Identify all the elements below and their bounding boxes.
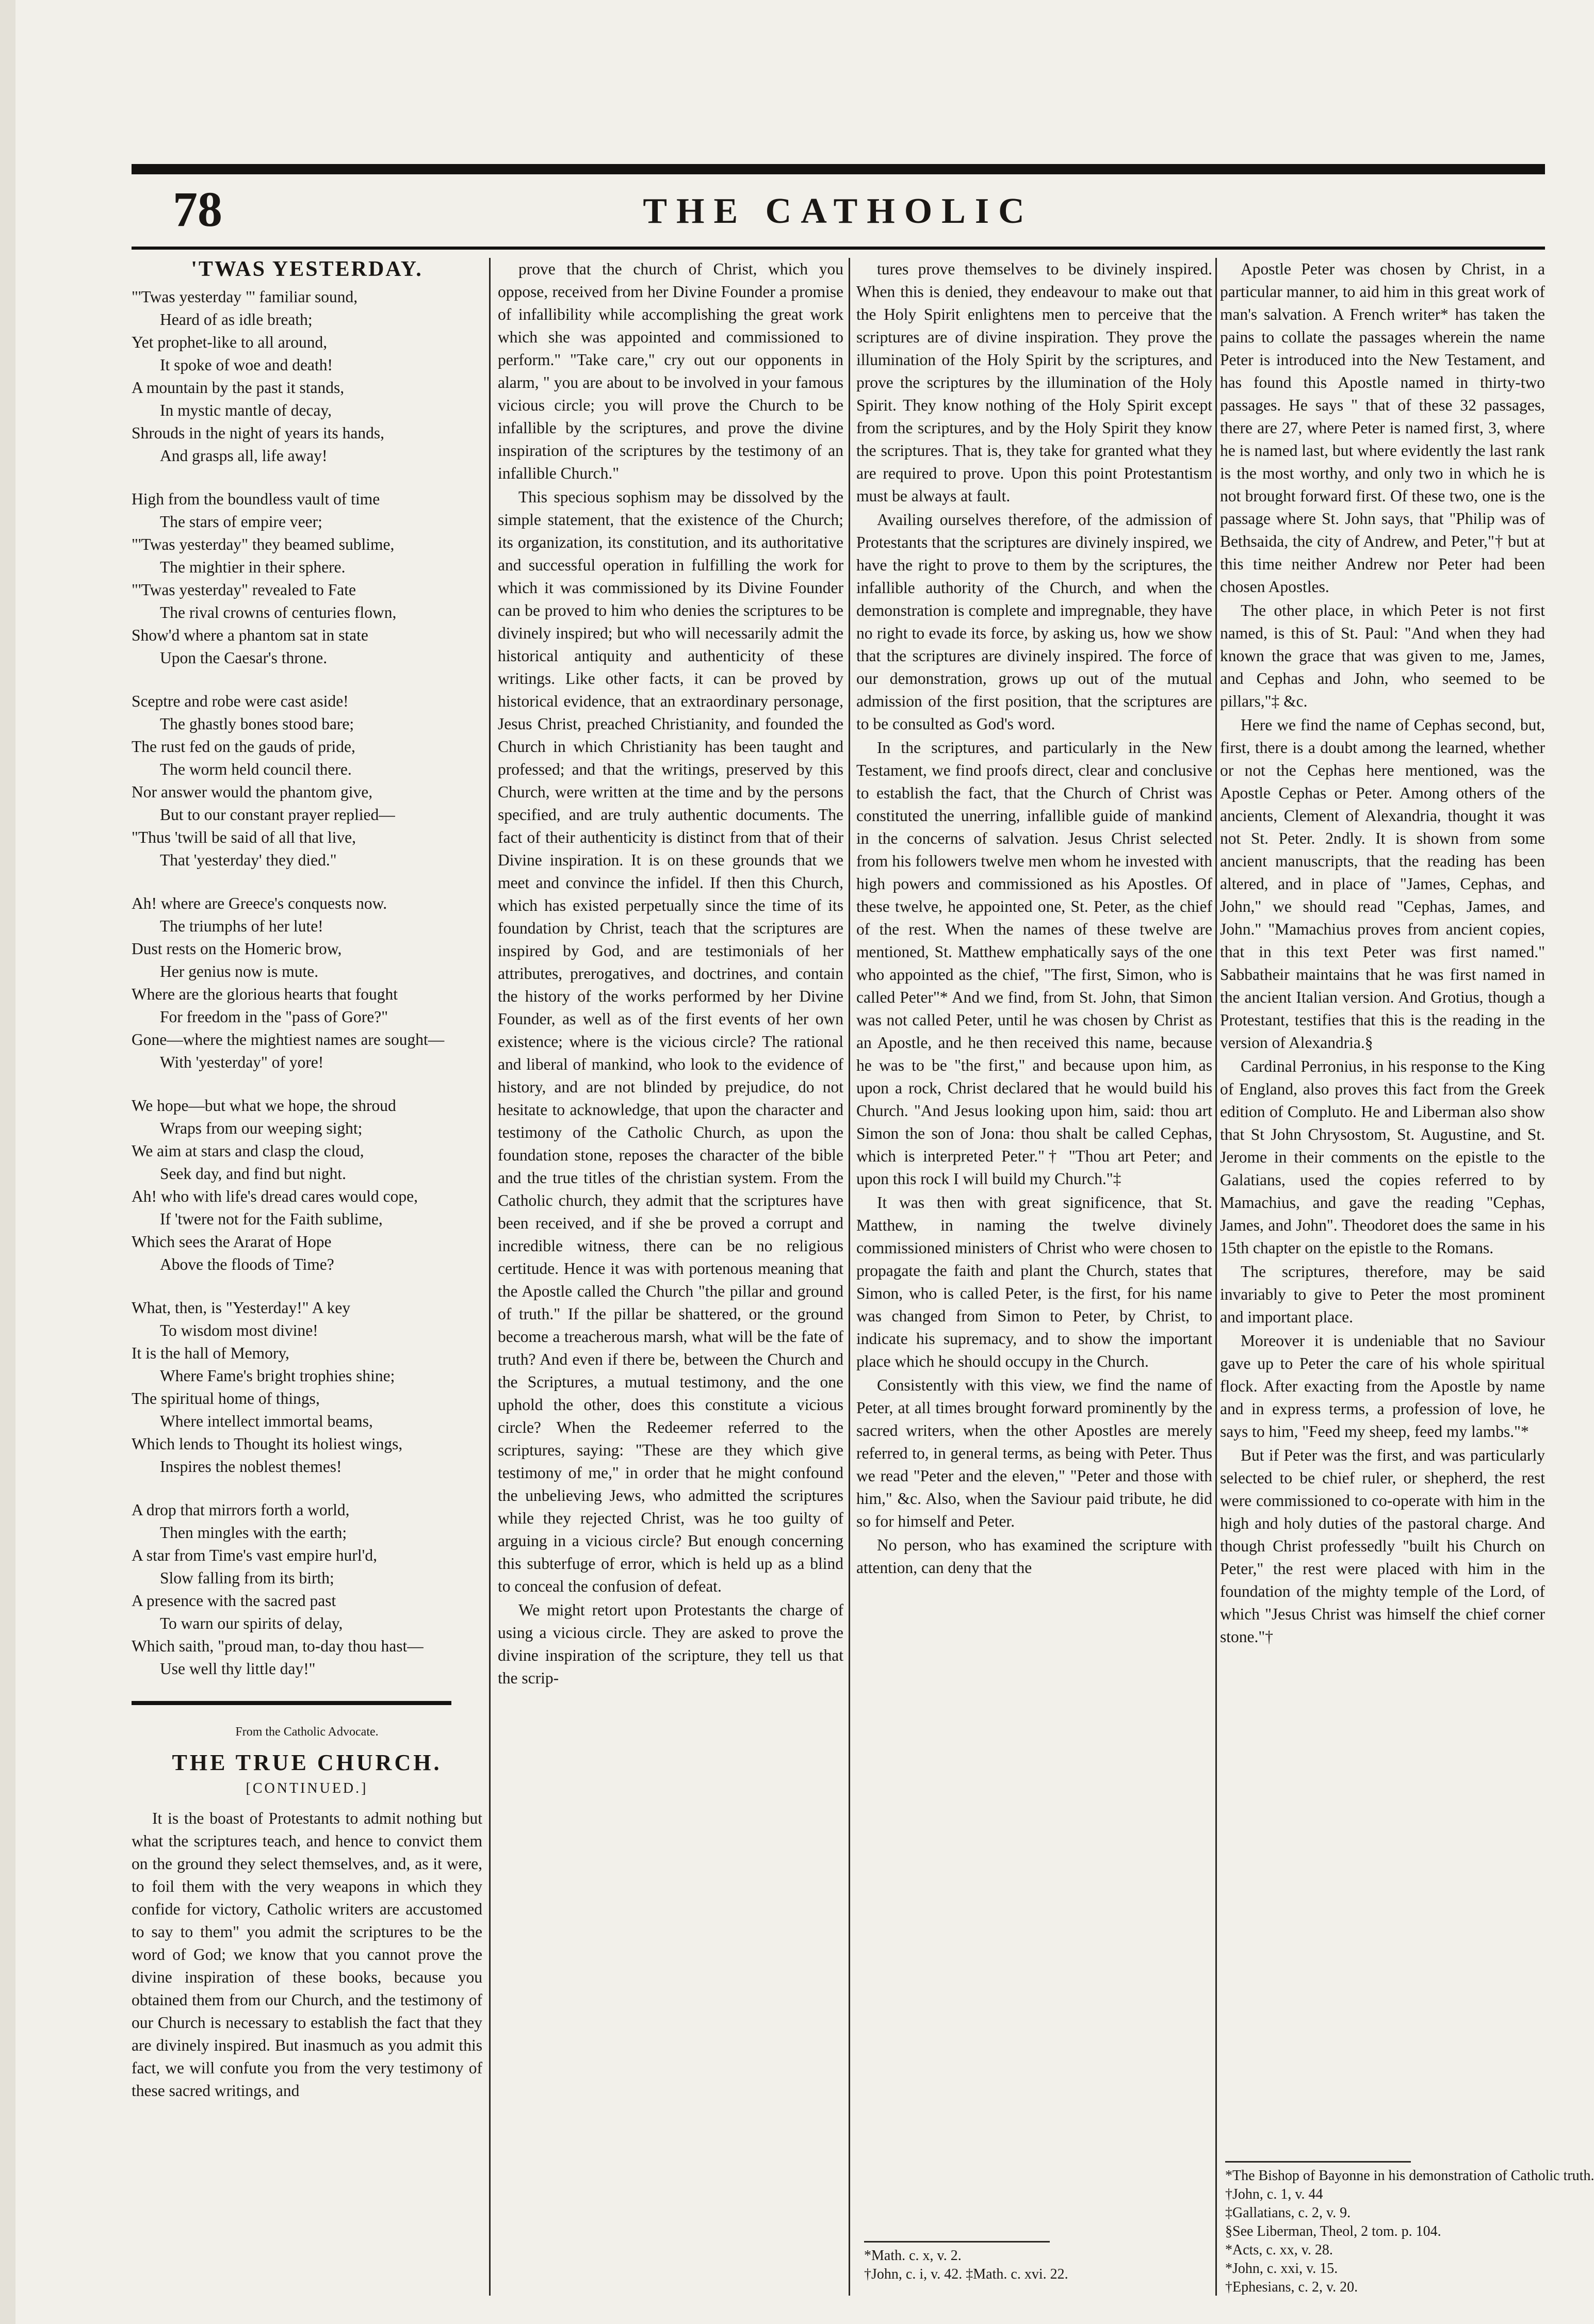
column-divider xyxy=(1215,258,1217,2296)
continued-label: [CONTINUED.] xyxy=(246,1780,368,1796)
poem-line: "'Twas yesterday" revealed to Fate xyxy=(132,581,356,599)
poem-line: But to our constant prayer replied— xyxy=(160,806,395,824)
page-header xyxy=(132,175,1545,245)
poem-stanza xyxy=(132,1094,482,1276)
poem-stanza xyxy=(132,690,482,872)
poem-line: A star from Time's vast empire hurl'd, xyxy=(132,1546,377,1564)
poem-line: To warn our spirits of delay, xyxy=(160,1614,343,1632)
poem-line: Dust rests on the Homeric brow, xyxy=(132,940,342,958)
poem-line: Where intellect immortal beams, xyxy=(160,1412,373,1430)
article-paragraph: The scriptures, therefore, may be said invariably to give to Peter the most prominent and important place. xyxy=(1220,1263,1545,1326)
poem-line: What, then, is "Yesterday!" A key xyxy=(132,1299,351,1317)
poem-line: Wraps from our weeping sight; xyxy=(160,1119,363,1137)
column-4 xyxy=(1220,258,1545,2154)
poem-line: Which lends to Thought its holiest wings, xyxy=(132,1435,403,1453)
article-paragraph: This specious sophism may be dissolved by the simple statement, that the existence of the Church; its organization, its constitution, and its authoritative and successful operation in fulfilling the work for which it was commissioned by its Divine Founder can be proved to him who denies the scriptures to be divinely inspired; but who will necessarily admit the historical antiquity and authenticity of these writings. Like other facts, it can be proved by historical evidence, that an extraordinary personage, Jesus Christ, preached Christianity, and founded the Church in which Christianity has been taught and professed; and that the writings, preserved by this Church, were written at the time and by the persons specified, and are truly authentic documents. The fact of their authenticity is distinct from that of their Divine inspiration. It is on these grounds that we meet and convince the infidel. If then this Church, which has existed perpetually since the time of its foundation by Christ, teach that the scriptures are inspired by God, and are testimonials of her attributes, prerogatives, and doctrines, and contain the history of the works performed by her Divine Founder, as well as of the first events of her own existence; where is the vicious circle? The rational and liberal of mankind, who look to the evidence of history, and are not blinded by prejudice, do not hesitate to acknowledge, that upon the character and testimony of the Catholic Church, as upon the foundation stone, reposes the character of the bible and the true titles of the christian system. From the Catholic church, they admit that the scriptures have been received, and if she be proved a corrupt and incredible witness, there can be no religious certitude. Hence it was with portenous meaning that the Apostle called the Church "the pillar and ground of truth." If the pillar be shattered, or the ground become a treacherous marsh, what will be the fate of truth? And even if there be, between the Church and the Scriptures, a mutual testimony, and the one uphold the other, does this constitute a vicious circle? When the Redeemer referred to the scriptures, saying: "These are they which give testimony of me," in order that he might confound the unbelieving Jews, who admitted the scriptures while they rejected Christ, was he too guilty of arguing in a vicious circle? But enough concerning this subterfuge of error, which is held up as a blind to conceal the confusion of defeat. xyxy=(498,488,843,1595)
poem-line: A drop that mirrors forth a world, xyxy=(132,1501,350,1519)
poem-line: Seek day, and find but night. xyxy=(160,1165,347,1183)
footnote: †John, c. 1, v. 44 xyxy=(1225,2186,1323,2202)
poem-line: Which saith, "proud man, to-day thou hast— xyxy=(132,1637,424,1655)
poem-line: Where are the glorious hearts that fought xyxy=(132,985,398,1003)
poem-line: And grasps all, life away! xyxy=(160,447,328,465)
masthead-bottom-rule xyxy=(132,247,1545,250)
page-margin xyxy=(0,0,15,2324)
poem-line: Heard of as idle breath; xyxy=(160,310,313,329)
poem-line: High from the boundless vault of time xyxy=(132,490,380,508)
article-paragraph: But if Peter was the first, and was particularly selected to be chief ruler, or shepherd, the rest were commissioned to co-operate with him in the high and holy duties of the pastoral charge. And though Christ professedly "built his Church on Peter," the rest were placed with him in the foundation of the mighty temple of the Lord, of which "Jesus Christ was himself the chief corner stone."† xyxy=(1220,1446,1545,1646)
footnote: *John, c. xxi, v. 15. xyxy=(1225,2261,1338,2277)
column-divider xyxy=(489,258,491,2296)
poem-line: Above the floods of Time? xyxy=(160,1255,334,1273)
poem-line: The ghastly bones stood bare; xyxy=(160,715,354,733)
poem-stanza xyxy=(132,488,482,669)
masthead-top-rule xyxy=(132,164,1545,174)
column-2 xyxy=(498,258,843,2296)
poem-line: That 'yesterday' they died." xyxy=(160,851,337,869)
poem-line: If 'twere not for the Faith sublime, xyxy=(160,1210,383,1228)
poem-line: The rival crowns of centuries flown, xyxy=(160,603,397,621)
poem-line: "'Twas yesterday "' familiar sound, xyxy=(132,288,358,306)
article-body-col1 xyxy=(132,1807,482,2102)
article-attribution: From the Catholic Advocate. xyxy=(235,1725,379,1739)
poem-line: The triumphs of her lute! xyxy=(160,917,323,935)
poem-line: The spiritual home of things, xyxy=(132,1389,320,1408)
poem-line: "Thus 'twill be said of all that live, xyxy=(132,828,356,846)
poem-line: The rust fed on the gauds of pride, xyxy=(132,738,355,756)
poem-line: Slow falling from its birth; xyxy=(160,1569,334,1587)
poem-line: Nor answer would the phantom give, xyxy=(132,783,373,801)
footnote: *The Bishop of Bayonne in his demonstration of Catholic truth. xyxy=(1225,2168,1594,2184)
article-body-col4 xyxy=(1220,258,1545,1648)
footnote: *Acts, c. xx, v. 28. xyxy=(1225,2242,1333,2258)
poem-line: Where Fame's bright trophies shine; xyxy=(160,1367,395,1385)
article-paragraph: We might retort upon Protestants the charge of using a vicious circle. They are asked to prove the divine inspiration of the scripture, they tell us that the scrip- xyxy=(498,1601,843,1687)
poem-stanza xyxy=(132,286,482,467)
poem-line: Show'd where a phantom sat in state xyxy=(132,626,368,644)
poem-line: We aim at stars and clasp the cloud, xyxy=(132,1142,364,1160)
poem-stanza xyxy=(132,892,482,1074)
poem-stanza xyxy=(132,1297,482,1478)
article-paragraph: It is the boast of Protestants to admit nothing but what the scriptures teach, and hence to convict them on the ground they select themselves, and, as it were, to foil them with the very weapons in which they confide for victory, Catholic writers are accustomed to say to them" you admit the scriptures to be the word of God; we know that you cannot prove the divine inspiration of these books, because you obtained them from our Church, and the testimony of our Church is necessary to establish the fact that they are divinely inspired. But inasmuch as you admit this fact, we will confute you from the very testimony of these sacred writings, and xyxy=(132,1809,482,2100)
article-paragraph: prove that the church of Christ, which you oppose, received from her Divine Founder a promise of infallibility while accomplishing the great work which she was appointed and commissioned to perform." "Take care," cry out our opponents in alarm, " you are about to be involved in your famous vicious circle; you will prove the Church to be infallible by the scriptures, and prove the divine inspiration of the scriptures by the testimony of an infallible Church." xyxy=(498,260,843,482)
poem-line: "'Twas yesterday" they beamed sublime, xyxy=(132,535,395,553)
poem-line: Her genius now is mute. xyxy=(160,962,319,980)
column-1 xyxy=(132,258,482,2296)
section-divider xyxy=(132,1701,451,1705)
poem-line: A presence with the sacred past xyxy=(132,1592,336,1610)
poem-line: Sceptre and robe were cast aside! xyxy=(132,692,349,710)
footnote: *Math. c. x, v. 2. xyxy=(864,2248,962,2264)
footnote-rule xyxy=(864,2241,1050,2243)
article-paragraph: No person, who has examined the scripture with attention, can deny that the xyxy=(856,1536,1212,1577)
footnotes-col3 xyxy=(864,2241,1210,2284)
poem-line: The worm held council there. xyxy=(160,760,352,778)
poem-line: To wisdom most divine! xyxy=(160,1321,318,1339)
footnote-rule xyxy=(1225,2161,1411,2163)
article-paragraph: Here we find the name of Cephas second, but, first, there is a doubt among the learned, whether or not the Cephas here mentioned, was the Apostle Cephas or Peter. Among others of the ancients, Clement of Alexandria, thought it was not St. Peter. 2ndly. It is shown from some ancient manuscripts, that the reading has been altered, and in place of "James, Cephas, and John," we should read "Cephas, James, and John." "Mamachius proves from ancient copies, that in this text Peter was first named." Sabbatheir maintains that he was first named in the ancient Italian version. And Grotius, though a Protestant, testifies that this is the reading in the version of Alexandria.§ xyxy=(1220,716,1545,1052)
footnote: §See Liberman, Theol, 2 tom. p. 104. xyxy=(1225,2223,1441,2239)
article-paragraph: Moreover it is undeniable that no Saviour gave up to Peter the care of his whole spiritual flock. After exacting from the Apostle by name and in express terms, a profession of love, he says to him, "Feed my sheep, feed my lambs."* xyxy=(1220,1332,1545,1441)
masthead-title: THE CATHOLIC xyxy=(643,191,1034,231)
poem xyxy=(132,286,482,1680)
article-paragraph: The other place, in which Peter is not first named, is this of St. Paul: "And when they had known the grace that was given to me, James, and Cephas and John, who seemed to be pillars,"‡ &c. xyxy=(1220,601,1545,710)
poem-line: The mightier in their sphere. xyxy=(160,558,346,576)
poem-line: Gone—where the mightiest names are sought— xyxy=(132,1030,445,1049)
column-divider xyxy=(849,258,850,2296)
poem-line: Use well thy little day!" xyxy=(160,1660,316,1678)
article-body-col2 xyxy=(498,258,843,1690)
article-paragraph: Apostle Peter was chosen by Christ, in a particular manner, to aid him in this great work of man's salvation. A French writer* has taken the pains to collate the passages wherein the name Peter is introduced into the New Testament, and has found this Apostle named in thirty-two passages. He says " that of these 32 passages, there are 27, where Peter is named first, 3, where he is named last, but where evidently the last rank is the most worthy, and only two in which he is not brought forward first. Of these two, one is the passage where St. John says, that "Philip was of Bethsaida, the city of Andrew, and Peter,"† but at this time neither Andrew nor Peter had been chosen Apostles. xyxy=(1220,260,1545,596)
poem-line: Shrouds in the night of years its hands, xyxy=(132,424,384,442)
article-paragraph: Cardinal Perronius, in his response to the King of England, also proves this fact from the Greek edition of Compluto. He and Liberman also show that St John Chrysostom, St. Augustine, and St. Jerome in their comments on the epistle to the Galatians, used the copies referred to by Mamachius, and gave the reading "Cephas, James, and John". Theodoret does the same in his 15th chapter on the epistle to the Romans. xyxy=(1220,1057,1545,1257)
column-3 xyxy=(856,258,1212,2234)
poem-stanza xyxy=(132,1499,482,1680)
poem-line: Which sees the Ararat of Hope xyxy=(132,1233,332,1251)
poem-line: Then mingles with the earth; xyxy=(160,1524,347,1542)
article-paragraph: It was then with great significence, that St. Matthew, in naming the twelve divinely commissioned ministers of Christ who were chosen to propagate the faith and plant the Church, states that Simon, who is called Peter, is the first, for his name was changed from Simon to Peter, by Christ, to indicate his supremacy, and to show the important place which he should occupy in the Church. xyxy=(856,1193,1212,1370)
poem-line: For freedom in the "pass of Gore?" xyxy=(160,1008,388,1026)
poem-line: Upon the Caesar's throne. xyxy=(160,649,328,667)
poem-line: Ah! who with life's dread cares would cope, xyxy=(132,1187,418,1205)
poem-line: It spoke of woe and death! xyxy=(160,356,333,374)
article-paragraph: In the scriptures, and particularly in the New Testament, we find proofs direct, clear and conclusive to establish the fact, that the Church of Christ was constituted the unerring, infallible guide of mankind in the concerns of salvation. Jesus Christ selected from his followers twelve men whom he invested with high powers and commissioned as his Apostles. Of these twelve, he appointed one, St. Peter, as the chief of the rest. When the names of these twelve are mentioned, St. Matthew emphatically says of the one who appointed as the chief, "The first, Simon, who is called Peter"* And we find, from St. John, that Simon was not called Peter, until he was chosen by Christ as an Apostle, and he then received this name, because he was to be "the first," and because upon him, as upon a rock, Christ declared that he would build his Church. "And Jesus looking upon him, said: thou art Simon the son of Jona: thou shalt be called Cephas, which is interpreted Peter."† "Thou art Peter; and upon this rock I will build my Church."‡ xyxy=(856,739,1212,1188)
poem-line: In mystic mantle of decay, xyxy=(160,401,332,419)
article-body-col3 xyxy=(856,258,1212,1579)
article-paragraph: Availing ourselves therefore, of the admission of Protestants that the scriptures are divinely inspired, we have the right to prove to them by the scriptures, the infallible authority of the Church, and when the demonstration is complete and impregnable, they have no right to evade its force, by asking us, how we show that the scriptures are divinely inspired. The force of our demonstration, grows up out of the mutual admission of the first position, that the scriptures are to be consulted as God's word. xyxy=(856,511,1212,733)
poem-title: 'TWAS YESTERDAY. xyxy=(191,257,423,281)
article-paragraph: Consistently with this view, we find the name of Peter, at all times brought forward prominently by the sacred writers, when the other Apostles are merely referred to, in general terms, as being with Peter. Thus we read "Peter and the eleven," "Peter and those with him," &c. Also, when the Saviour paid tribute, he did so for himself and Peter. xyxy=(856,1376,1212,1530)
poem-line: Inspires the noblest themes! xyxy=(160,1458,342,1476)
page-number: 78 xyxy=(173,182,222,237)
footnote: †Ephesians, c. 2, v. 20. xyxy=(1225,2279,1358,2295)
poem-line: Ah! where are Greece's conquests now. xyxy=(132,894,387,912)
poem-line: Yet prophet-like to all around, xyxy=(132,333,328,351)
article-paragraph: tures prove themselves to be divinely inspired. When this is denied, they endeavour to make out that the Holy Spirit enlightens men to perceive that the scriptures are of divine inspiration. They prove the illumination of the Holy Spirit by the scriptures, and prove the scriptures by the illumination of the Holy Spirit. They know nothing of the Holy Spirit except from the scriptures, and by the Holy Spirit they know the scriptures. That is, they take for granted what they are required to prove. Upon this point Protestantism must be always at fault. xyxy=(856,260,1212,505)
footnote: †John, c. i, v. 42. ‡Math. c. xvi. 22. xyxy=(864,2266,1068,2282)
poem-line: With 'yesterday" of yore! xyxy=(160,1053,324,1071)
poem-line: The stars of empire veer; xyxy=(160,513,322,531)
poem-line: It is the hall of Memory, xyxy=(132,1344,289,1362)
poem-line: A mountain by the past it stands, xyxy=(132,379,345,397)
footnote: ‡Gallatians, c. 2, v. 9. xyxy=(1225,2205,1351,2221)
article-title: THE TRUE CHURCH. xyxy=(172,1750,442,1775)
poem-line: We hope—but what we hope, the shroud xyxy=(132,1096,396,1115)
footnotes-col4 xyxy=(1225,2161,1594,2297)
